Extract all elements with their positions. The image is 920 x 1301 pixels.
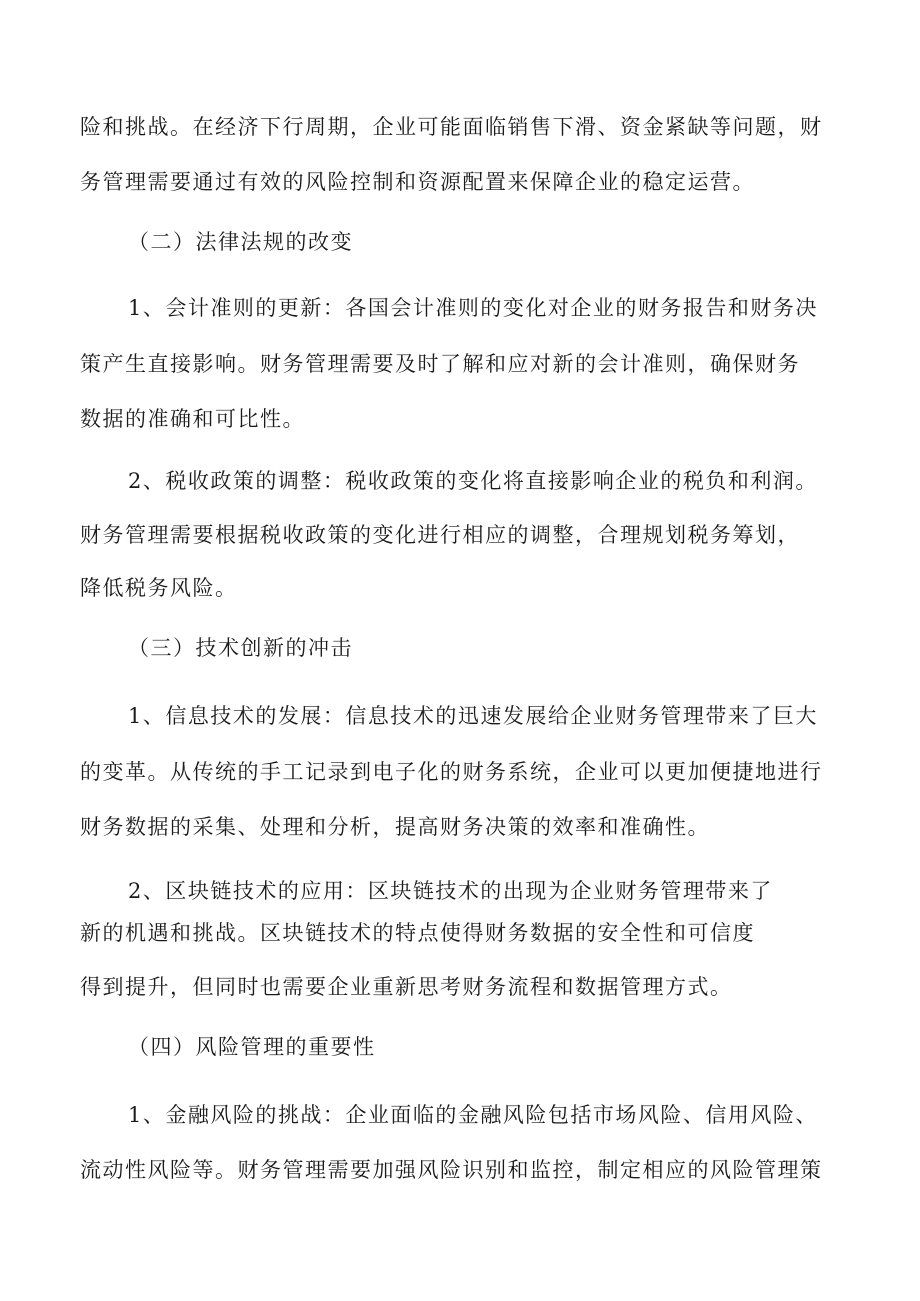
text-line-6: 数据的准确和可比性。: [80, 407, 305, 431]
text-line-9: 降低税务风险。: [80, 576, 238, 600]
text-line-16: 得到提升，但同时也需要企业重新思考财务流程和数据管理方式。: [80, 975, 733, 999]
text-line-11: 1、信息技术的发展：信息技术的迅速发展给企业财务管理带来了巨大: [128, 704, 818, 728]
text-line-13: 财务数据的采集、处理和分析，提高财务决策的效率和准确性。: [80, 815, 710, 839]
section-heading-2: （二）法律法规的改变: [128, 230, 353, 254]
text-line-19: 流动性风险等。财务管理需要加强风险识别和监控，制定相应的风险管理策: [80, 1158, 823, 1182]
text-line-1: 险和挑战。在经济下行周期，企业可能面临销售下滑、资金紧缺等问题，财: [80, 115, 823, 139]
text-line-7: 2、税收政策的调整：税收政策的变化将直接影响企业的税负和利润。: [128, 469, 818, 493]
text-line-12: 的变革。从传统的手工记录到电子化的财务系统，企业可以更加便捷地进行: [80, 760, 823, 784]
text-line-14: 2、区块链技术的应用：区块链技术的出现为企业财务管理带来了: [128, 879, 773, 903]
text-line-8: 财务管理需要根据税收政策的变化进行相应的调整，合理规划税务筹划，: [80, 523, 800, 547]
text-line-2: 务管理需要通过有效的风险控制和资源配置来保障企业的稳定运营。: [80, 170, 755, 194]
text-line-5: 策产生直接影响。财务管理需要及时了解和应对新的会计准则，确保财务: [80, 352, 800, 376]
text-line-18: 1、金融风险的挑战：企业面临的金融风险包括市场风险、信用风险、: [128, 1103, 818, 1127]
section-heading-4: （四）风险管理的重要性: [128, 1035, 376, 1059]
text-line-4: 1、会计准则的更新：各国会计准则的变化对企业的财务报告和财务决: [128, 296, 818, 320]
section-heading-3: （三）技术创新的冲击: [128, 636, 353, 660]
text-line-15: 新的机遇和挑战。区块链技术的特点使得财务数据的安全性和可信度: [80, 921, 755, 945]
